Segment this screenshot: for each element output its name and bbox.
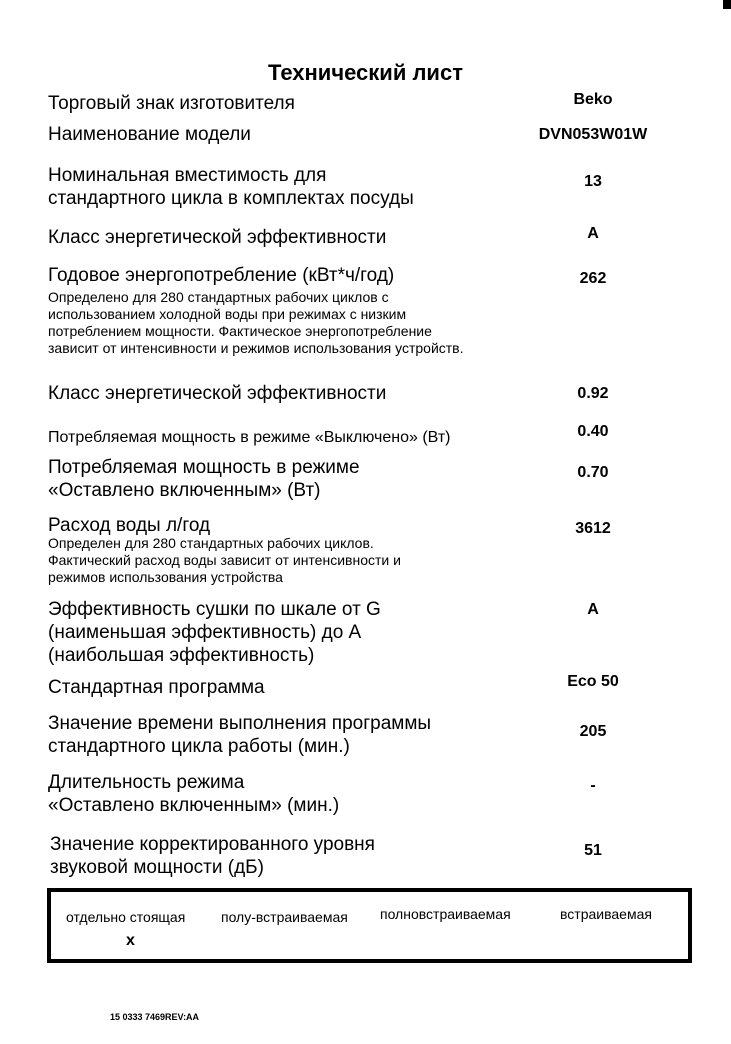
spec-value: A — [587, 601, 599, 618]
option-semi-integrated: полу-встраиваемая — [221, 909, 348, 925]
spec-value: 3612 — [575, 520, 611, 537]
spec-label: Класс энергетической эффективности — [48, 227, 387, 248]
spec-value: 51 — [584, 842, 602, 859]
spec-value: A — [587, 225, 599, 242]
spec-label: Длительность режима «Оставлено включенным» (мин.) — [48, 772, 340, 816]
spec-label: Эффективность сушки по шкале от G (наименьшая эффективность) до A (наибольшая эффективность) — [48, 599, 381, 666]
spec-label: Потребляемая мощность в режиме «Оставлено включенным» (Вт) — [48, 457, 360, 501]
corner-mark — [723, 0, 731, 9]
spec-value: 205 — [579, 723, 607, 740]
spec-label: Номинальная вместимость для стандартного цикла в комплектах посуды — [48, 165, 414, 209]
spec-value: 262 — [579, 270, 607, 287]
installation-type-box — [47, 888, 692, 963]
selected-mark: x — [126, 932, 135, 949]
spec-label: Значение корректированного уровня звуковой мощности (дБ) — [50, 834, 375, 878]
spec-label: Значение времени выполнения программы стандартного цикла работы (мин.) — [48, 713, 432, 757]
spec-value: 0.92 — [577, 385, 609, 402]
spec-label: Класс энергетической эффективности — [48, 383, 387, 404]
spec-value: Beko — [573, 91, 613, 108]
spec-value: - — [590, 777, 596, 794]
option-built-in: встраиваемая — [560, 906, 652, 922]
page-title: Технический лист — [268, 60, 463, 85]
option-fully-integrated: полновстраиваемая — [380, 906, 511, 922]
spec-note: Определен для 280 стандартных рабочих циклов. Фактический расход воды зависит от интенсивности и режимов использования устройства — [48, 535, 401, 585]
spec-value: Eco 50 — [567, 673, 619, 690]
document-code: 15 0333 7469REV:AA — [110, 1012, 200, 1022]
spec-value: 0.70 — [577, 464, 609, 481]
spec-label: Расход воды л/год — [48, 515, 211, 536]
spec-value: DVN053W01W — [538, 126, 648, 143]
option-freestanding: отдельно стоящая — [66, 909, 186, 925]
spec-label: Торговый знак изготовителя — [48, 93, 295, 114]
spec-value: 0.40 — [577, 423, 609, 440]
spec-label: Стандартная программа — [48, 677, 265, 698]
spec-note: Определено для 280 стандартных рабочих циклов с использованием холодной воды при режимах с низким потреблением мощности. Фактическое энергопотребление зависит от интенсивности и режимов использования устройств. — [48, 289, 464, 356]
spec-value: 13 — [584, 173, 602, 190]
spec-label: Наименование модели — [48, 124, 251, 145]
spec-label: Потребляемая мощность в режиме «Выключено» (Вт) — [48, 429, 451, 446]
spec-label: Годовое энергопотребление (кВт*ч/год) — [48, 265, 395, 286]
